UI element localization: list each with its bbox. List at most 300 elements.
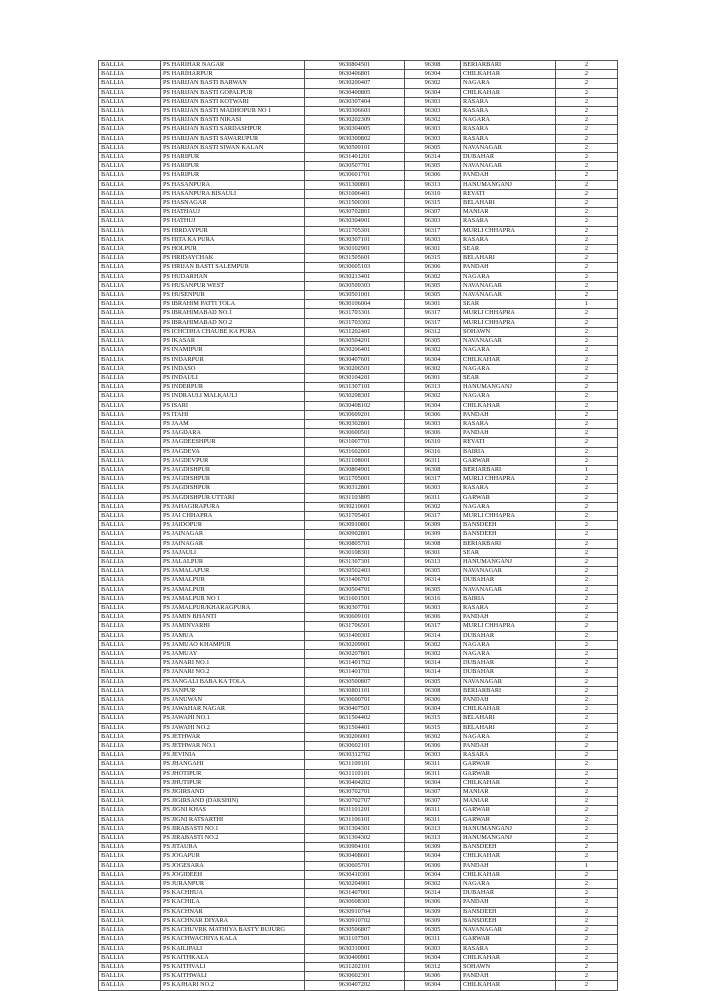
table-row bbox=[99, 272, 618, 281]
cell-station-name: PS ITAHI bbox=[161, 410, 305, 419]
table-row bbox=[99, 788, 618, 797]
cell-block-code: 96316 bbox=[405, 447, 461, 456]
cell-block-code: 96306 bbox=[405, 972, 461, 981]
cell-district: BALLIA bbox=[99, 889, 161, 898]
cell-block-name: HANUMANGANJ bbox=[461, 557, 556, 566]
cell-count: 2 bbox=[556, 180, 618, 189]
cell-count: 2 bbox=[556, 401, 618, 410]
table-row bbox=[99, 962, 618, 971]
cell-code: 9630302801 bbox=[305, 419, 405, 428]
cell-count: 2 bbox=[556, 327, 618, 336]
cell-block-code: 96312 bbox=[405, 962, 461, 971]
cell-count: 2 bbox=[556, 226, 618, 235]
cell-district: BALLIA bbox=[99, 861, 161, 870]
cell-station-name: PS INDAULI bbox=[161, 373, 305, 382]
cell-block-name: REVATI bbox=[461, 438, 556, 447]
table-row bbox=[99, 769, 618, 778]
cell-count: 2 bbox=[556, 926, 618, 935]
table-row bbox=[99, 714, 618, 723]
cell-code: 9630702701 bbox=[305, 788, 405, 797]
table-row bbox=[99, 502, 618, 511]
cell-block-name: MANIAR bbox=[461, 797, 556, 806]
cell-count: 2 bbox=[556, 944, 618, 953]
cell-code: 9630104201 bbox=[305, 373, 405, 382]
table-body bbox=[99, 61, 618, 991]
cell-block-code: 96313 bbox=[405, 557, 461, 566]
cell-block-name: CHILKAHAR bbox=[461, 778, 556, 787]
table-row bbox=[99, 383, 618, 392]
table-row bbox=[99, 861, 618, 870]
cell-block-name: MURLI CHHAPRA bbox=[461, 309, 556, 318]
cell-code: 9630502403 bbox=[305, 567, 405, 576]
cell-district: BALLIA bbox=[99, 732, 161, 741]
cell-block-code: 96302 bbox=[405, 502, 461, 511]
table-row bbox=[99, 217, 618, 226]
cell-district: BALLIA bbox=[99, 438, 161, 447]
cell-count: 2 bbox=[556, 254, 618, 263]
cell-block-code: 96303 bbox=[405, 419, 461, 428]
cell-block-name: PANDAH bbox=[461, 861, 556, 870]
cell-block-name: GARWAR bbox=[461, 456, 556, 465]
table-row bbox=[99, 778, 618, 787]
cell-count: 2 bbox=[556, 70, 618, 79]
cell-count: 2 bbox=[556, 429, 618, 438]
cell-block-code: 96305 bbox=[405, 162, 461, 171]
cell-block-name: MURLI CHHAPRA bbox=[461, 622, 556, 631]
cell-block-name: DUBAHAR bbox=[461, 576, 556, 585]
cell-count: 2 bbox=[556, 475, 618, 484]
cell-block-code: 96303 bbox=[405, 751, 461, 760]
cell-count: 2 bbox=[556, 548, 618, 557]
cell-station-name: PS JAGDISHPUR UTTARI bbox=[161, 493, 305, 502]
cell-block-code: 96314 bbox=[405, 668, 461, 677]
table-row bbox=[99, 640, 618, 649]
cell-station-name: PS IKASAR bbox=[161, 337, 305, 346]
cell-district: BALLIA bbox=[99, 171, 161, 180]
cell-block-code: 96307 bbox=[405, 208, 461, 217]
cell-block-code: 96304 bbox=[405, 953, 461, 962]
cell-block-name: NAVANAGAR bbox=[461, 585, 556, 594]
cell-station-name: PS IBRAHIMABAD NO.1 bbox=[161, 309, 305, 318]
cell-block-code: 96308 bbox=[405, 465, 461, 474]
cell-code: 9631500301 bbox=[305, 199, 405, 208]
cell-block-name: MANIAR bbox=[461, 208, 556, 217]
cell-block-code: 96311 bbox=[405, 760, 461, 769]
cell-code: 9631703301 bbox=[305, 309, 405, 318]
cell-count: 2 bbox=[556, 456, 618, 465]
cell-district: BALLIA bbox=[99, 429, 161, 438]
cell-code: 9631108001 bbox=[305, 456, 405, 465]
table-row bbox=[99, 364, 618, 373]
cell-district: BALLIA bbox=[99, 97, 161, 106]
cell-block-name: MURLI CHHAPRA bbox=[461, 226, 556, 235]
cell-block-name: GARWAR bbox=[461, 760, 556, 769]
cell-code: 9631103805 bbox=[305, 493, 405, 502]
cell-block-name: PANDAH bbox=[461, 171, 556, 180]
cell-count: 2 bbox=[556, 281, 618, 290]
cell-district: BALLIA bbox=[99, 373, 161, 382]
cell-block-code: 96314 bbox=[405, 153, 461, 162]
cell-station-name: PS KAJHARI NO.2 bbox=[161, 981, 305, 990]
cell-code: 9631706501 bbox=[305, 622, 405, 631]
cell-count: 2 bbox=[556, 61, 618, 70]
cell-district: BALLIA bbox=[99, 337, 161, 346]
cell-count: 2 bbox=[556, 870, 618, 879]
cell-block-name: DUBAHAR bbox=[461, 631, 556, 640]
cell-district: BALLIA bbox=[99, 291, 161, 300]
cell-count: 2 bbox=[556, 530, 618, 539]
table-row bbox=[99, 70, 618, 79]
cell-district: BALLIA bbox=[99, 493, 161, 502]
cell-count: 2 bbox=[556, 650, 618, 659]
cell-district: BALLIA bbox=[99, 631, 161, 640]
cell-code: 9630400901 bbox=[305, 953, 405, 962]
cell-station-name: PS JAMIN BHANTI bbox=[161, 613, 305, 622]
cell-count: 2 bbox=[556, 511, 618, 520]
cell-district: BALLIA bbox=[99, 769, 161, 778]
cell-code: 9630504701 bbox=[305, 585, 405, 594]
cell-block-name: RASARA bbox=[461, 97, 556, 106]
cell-block-name: NAGARA bbox=[461, 640, 556, 649]
cell-block-code: 96302 bbox=[405, 880, 461, 889]
cell-count: 2 bbox=[556, 778, 618, 787]
cell-district: BALLIA bbox=[99, 107, 161, 116]
cell-count: 2 bbox=[556, 493, 618, 502]
cell-district: BALLIA bbox=[99, 880, 161, 889]
cell-district: BALLIA bbox=[99, 613, 161, 622]
cell-count: 2 bbox=[556, 125, 618, 134]
cell-station-name: PS JAGDISHPUR bbox=[161, 475, 305, 484]
cell-district: BALLIA bbox=[99, 760, 161, 769]
cell-code: 9630407601 bbox=[305, 355, 405, 364]
table-row bbox=[99, 622, 618, 631]
cell-count: 2 bbox=[556, 962, 618, 971]
table-row bbox=[99, 235, 618, 244]
cell-code: 9630501001 bbox=[305, 291, 405, 300]
cell-block-code: 96306 bbox=[405, 742, 461, 751]
cell-station-name: PS JAI CHHAPRA bbox=[161, 511, 305, 520]
cell-station-name: PS HARIJAN BASTI MADHOPUR NO 1 bbox=[161, 107, 305, 116]
table-row bbox=[99, 465, 618, 474]
cell-district: BALLIA bbox=[99, 245, 161, 254]
table-row bbox=[99, 143, 618, 152]
cell-district: BALLIA bbox=[99, 686, 161, 695]
cell-station-name: PS JAWAHI NO.2 bbox=[161, 723, 305, 732]
table-row bbox=[99, 263, 618, 272]
cell-count: 2 bbox=[556, 668, 618, 677]
cell-code: 9630509101 bbox=[305, 143, 405, 152]
cell-station-name: PS HARIPUR bbox=[161, 153, 305, 162]
cell-block-name: GARWAR bbox=[461, 815, 556, 824]
cell-count: 2 bbox=[556, 594, 618, 603]
cell-block-code: 96302 bbox=[405, 346, 461, 355]
cell-code: 9630106004 bbox=[305, 300, 405, 309]
cell-block-code: 96304 bbox=[405, 355, 461, 364]
cell-station-name: PS JAGDEVPUR bbox=[161, 456, 305, 465]
cell-count: 2 bbox=[556, 769, 618, 778]
cell-block-name: SEAR bbox=[461, 373, 556, 382]
table-row bbox=[99, 981, 618, 990]
cell-station-name: PS INDARPUR bbox=[161, 355, 305, 364]
cell-code: 9630209901 bbox=[305, 640, 405, 649]
cell-district: BALLIA bbox=[99, 962, 161, 971]
cell-block-code: 96306 bbox=[405, 696, 461, 705]
table-row bbox=[99, 116, 618, 125]
cell-station-name: PS JAGDISHPUR bbox=[161, 465, 305, 474]
cell-district: BALLIA bbox=[99, 898, 161, 907]
cell-district: BALLIA bbox=[99, 594, 161, 603]
cell-code: 9631006401 bbox=[305, 189, 405, 198]
cell-district: BALLIA bbox=[99, 723, 161, 732]
cell-block-code: 96315 bbox=[405, 723, 461, 732]
cell-block-code: 96315 bbox=[405, 199, 461, 208]
cell-district: BALLIA bbox=[99, 981, 161, 990]
table-row bbox=[99, 291, 618, 300]
table-row bbox=[99, 180, 618, 189]
cell-block-code: 96303 bbox=[405, 97, 461, 106]
table-row bbox=[99, 281, 618, 290]
cell-block-code: 96302 bbox=[405, 116, 461, 125]
cell-block-code: 96317 bbox=[405, 226, 461, 235]
cell-district: BALLIA bbox=[99, 603, 161, 612]
cell-code: 9631101201 bbox=[305, 806, 405, 815]
cell-count: 2 bbox=[556, 263, 618, 272]
cell-code: 9630404202 bbox=[305, 778, 405, 787]
cell-count: 2 bbox=[556, 88, 618, 97]
cell-station-name: PS KACHILA bbox=[161, 898, 305, 907]
table-row bbox=[99, 944, 618, 953]
cell-station-name: PS JANARI NO.2 bbox=[161, 668, 305, 677]
cell-code: 9630801101 bbox=[305, 686, 405, 695]
cell-count: 2 bbox=[556, 981, 618, 990]
cell-district: BALLIA bbox=[99, 410, 161, 419]
cell-count: 2 bbox=[556, 245, 618, 254]
cell-block-code: 96314 bbox=[405, 576, 461, 585]
cell-block-code: 96303 bbox=[405, 235, 461, 244]
cell-count: 2 bbox=[556, 714, 618, 723]
cell-block-code: 96303 bbox=[405, 134, 461, 143]
cell-count: 2 bbox=[556, 502, 618, 511]
table-row bbox=[99, 705, 618, 714]
cell-block-code: 96310 bbox=[405, 189, 461, 198]
cell-count: 2 bbox=[556, 208, 618, 217]
table-row bbox=[99, 456, 618, 465]
cell-code: 9630504201 bbox=[305, 337, 405, 346]
cell-block-name: BERIARBARI bbox=[461, 61, 556, 70]
cell-block-name: NAVANAGAR bbox=[461, 291, 556, 300]
cell-block-name: NAGARA bbox=[461, 346, 556, 355]
cell-block-code: 96311 bbox=[405, 935, 461, 944]
cell-block-code: 96308 bbox=[405, 61, 461, 70]
cell-block-name: NAVANAGAR bbox=[461, 162, 556, 171]
cell-block-name: DUBAHAR bbox=[461, 659, 556, 668]
cell-code: 9630602301 bbox=[305, 972, 405, 981]
cell-station-name: PS INDRAULI MALKAULI bbox=[161, 392, 305, 401]
cell-block-code: 96306 bbox=[405, 171, 461, 180]
table-row bbox=[99, 742, 618, 751]
cell-district: BALLIA bbox=[99, 79, 161, 88]
cell-block-name: PANDAH bbox=[461, 613, 556, 622]
cell-code: 9631401702 bbox=[305, 659, 405, 668]
cell-block-code: 96311 bbox=[405, 769, 461, 778]
cell-station-name: PS INAMIPUR bbox=[161, 346, 305, 355]
cell-block-name: CHILKAHAR bbox=[461, 953, 556, 962]
cell-district: BALLIA bbox=[99, 419, 161, 428]
cell-count: 2 bbox=[556, 438, 618, 447]
table-row bbox=[99, 677, 618, 686]
cell-station-name: PS HARIJAN BASTI GOPALPUR bbox=[161, 88, 305, 97]
table-row bbox=[99, 567, 618, 576]
table-row bbox=[99, 521, 618, 530]
cell-district: BALLIA bbox=[99, 742, 161, 751]
cell-code: 9631110101 bbox=[305, 769, 405, 778]
cell-count: 2 bbox=[556, 557, 618, 566]
cell-block-code: 96303 bbox=[405, 944, 461, 953]
cell-count: 2 bbox=[556, 355, 618, 364]
cell-count: 2 bbox=[556, 162, 618, 171]
cell-count: 2 bbox=[556, 696, 618, 705]
cell-block-code: 96312 bbox=[405, 327, 461, 336]
cell-code: 9630202309 bbox=[305, 116, 405, 125]
cell-station-name: PS HASANPURA bbox=[161, 180, 305, 189]
cell-district: BALLIA bbox=[99, 364, 161, 373]
cell-code: 9631407001 bbox=[305, 889, 405, 898]
cell-district: BALLIA bbox=[99, 511, 161, 520]
cell-station-name: PS JAWAHAR NAGAR bbox=[161, 705, 305, 714]
cell-block-code: 96311 bbox=[405, 493, 461, 502]
table-row bbox=[99, 815, 618, 824]
cell-block-code: 96313 bbox=[405, 824, 461, 833]
cell-block-code: 96303 bbox=[405, 107, 461, 116]
table-row bbox=[99, 834, 618, 843]
cell-block-name: GARWAR bbox=[461, 935, 556, 944]
cell-block-code: 96303 bbox=[405, 484, 461, 493]
cell-district: BALLIA bbox=[99, 263, 161, 272]
cell-block-name: DUBAHAR bbox=[461, 153, 556, 162]
cell-code: 9630507701 bbox=[305, 162, 405, 171]
cell-station-name: PS JALALPUR bbox=[161, 557, 305, 566]
cell-block-code: 96306 bbox=[405, 861, 461, 870]
table-row bbox=[99, 686, 618, 695]
cell-block-name: RASARA bbox=[461, 419, 556, 428]
cell-district: BALLIA bbox=[99, 208, 161, 217]
cell-station-name: PS HATHUJ bbox=[161, 217, 305, 226]
cell-code: 9630804501 bbox=[305, 61, 405, 70]
table-row bbox=[99, 650, 618, 659]
cell-block-code: 96301 bbox=[405, 548, 461, 557]
cell-block-name: NAVANAGAR bbox=[461, 677, 556, 686]
cell-block-name: CHILKAHAR bbox=[461, 401, 556, 410]
cell-station-name: PS JIGIRSAND (DAKSHIN) bbox=[161, 797, 305, 806]
cell-district: BALLIA bbox=[99, 383, 161, 392]
cell-district: BALLIA bbox=[99, 88, 161, 97]
cell-block-code: 96317 bbox=[405, 475, 461, 484]
cell-count: 2 bbox=[556, 852, 618, 861]
cell-count: 2 bbox=[556, 143, 618, 152]
cell-block-name: GARWAR bbox=[461, 769, 556, 778]
table-row bbox=[99, 401, 618, 410]
cell-station-name: PS JAJAULI bbox=[161, 548, 305, 557]
cell-count: 2 bbox=[556, 631, 618, 640]
cell-district: BALLIA bbox=[99, 502, 161, 511]
cell-code: 9631705401 bbox=[305, 511, 405, 520]
cell-district: BALLIA bbox=[99, 815, 161, 824]
cell-code: 9631307301 bbox=[305, 557, 405, 566]
cell-station-name: PS JANGALI BABA KA TOLA bbox=[161, 677, 305, 686]
cell-station-name: PS JIGNI RATSARTHI bbox=[161, 815, 305, 824]
table-row bbox=[99, 585, 618, 594]
cell-station-name: PS JAIDOPUR bbox=[161, 521, 305, 530]
cell-block-code: 96309 bbox=[405, 916, 461, 925]
cell-district: BALLIA bbox=[99, 484, 161, 493]
cell-block-name: SEAR bbox=[461, 548, 556, 557]
cell-block-name: BELAHARI bbox=[461, 723, 556, 732]
cell-block-code: 96301 bbox=[405, 300, 461, 309]
cell-block-code: 96305 bbox=[405, 567, 461, 576]
cell-code: 9630206001 bbox=[305, 732, 405, 741]
cell-block-code: 96305 bbox=[405, 143, 461, 152]
cell-station-name: PS JAMUA bbox=[161, 631, 305, 640]
cell-count: 2 bbox=[556, 153, 618, 162]
cell-block-name: RASARA bbox=[461, 235, 556, 244]
cell-code: 9630602101 bbox=[305, 742, 405, 751]
cell-block-name: BERIARBARI bbox=[461, 539, 556, 548]
cell-code: 9631406701 bbox=[305, 576, 405, 585]
cell-code: 9630910801 bbox=[305, 521, 405, 530]
cell-block-name: BAIRIA bbox=[461, 447, 556, 456]
cell-station-name: PS IBRAHIM PATTI TOLA bbox=[161, 300, 305, 309]
cell-count: 2 bbox=[556, 107, 618, 116]
cell-count: 2 bbox=[556, 815, 618, 824]
cell-count: 2 bbox=[556, 603, 618, 612]
cell-block-code: 96306 bbox=[405, 613, 461, 622]
cell-district: BALLIA bbox=[99, 392, 161, 401]
cell-district: BALLIA bbox=[99, 557, 161, 566]
cell-count: 2 bbox=[556, 806, 618, 815]
cell-block-name: MURLI CHHAPRA bbox=[461, 475, 556, 484]
cell-district: BALLIA bbox=[99, 180, 161, 189]
table-row bbox=[99, 134, 618, 143]
cell-code: 9630500807 bbox=[305, 677, 405, 686]
cell-block-code: 96314 bbox=[405, 889, 461, 898]
cell-district: BALLIA bbox=[99, 778, 161, 787]
cell-code: 9630200407 bbox=[305, 79, 405, 88]
cell-station-name: PS JAMUAO KHAMPUR bbox=[161, 640, 305, 649]
cell-block-code: 96309 bbox=[405, 521, 461, 530]
cell-district: BALLIA bbox=[99, 226, 161, 235]
cell-code: 9630902801 bbox=[305, 530, 405, 539]
cell-code: 9630206501 bbox=[305, 364, 405, 373]
cell-code: 9631400301 bbox=[305, 631, 405, 640]
cell-block-name: BANSDEEH bbox=[461, 521, 556, 530]
cell-station-name: PS HARIHARPUR bbox=[161, 70, 305, 79]
cell-station-name: PS JURANPUR bbox=[161, 880, 305, 889]
cell-code: 9630600701 bbox=[305, 696, 405, 705]
cell-code: 9630804901 bbox=[305, 465, 405, 474]
cell-code: 9630904101 bbox=[305, 843, 405, 852]
cell-count: 2 bbox=[556, 613, 618, 622]
cell-district: BALLIA bbox=[99, 70, 161, 79]
cell-block-name: SEAR bbox=[461, 245, 556, 254]
cell-block-name: MANIAR bbox=[461, 788, 556, 797]
cell-count: 2 bbox=[556, 291, 618, 300]
table-row bbox=[99, 852, 618, 861]
cell-station-name: PS HRIJAN BASTI SALEMPUR bbox=[161, 263, 305, 272]
cell-code: 9630213401 bbox=[305, 272, 405, 281]
cell-code: 9630609201 bbox=[305, 410, 405, 419]
table-row bbox=[99, 484, 618, 493]
cell-block-code: 96310 bbox=[405, 438, 461, 447]
